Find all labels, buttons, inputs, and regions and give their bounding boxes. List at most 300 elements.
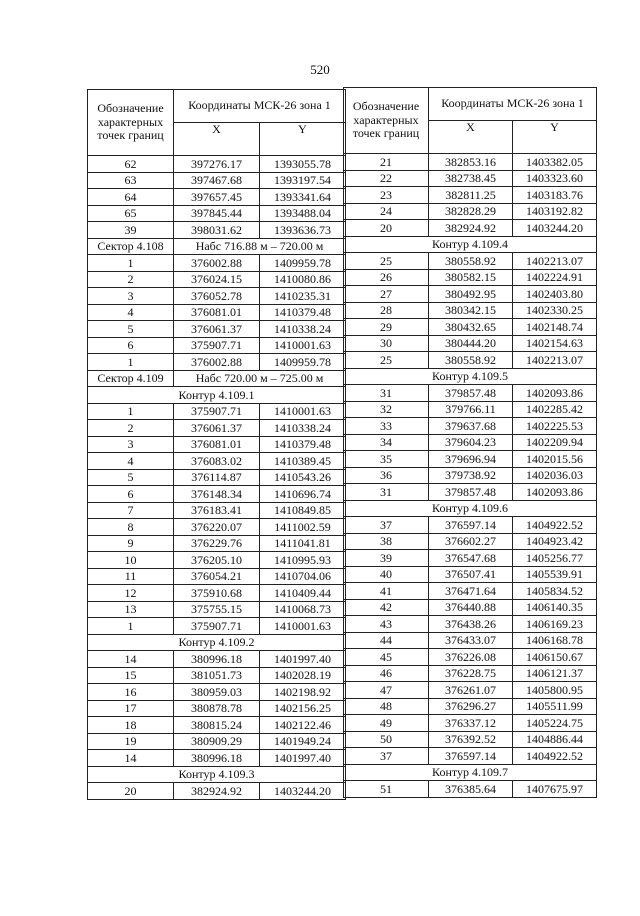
x-coordinate: 398031.62 [174, 222, 260, 239]
point-id: 31 [344, 484, 429, 501]
x-coordinate: 376081.01 [174, 304, 260, 321]
point-id: 63 [88, 172, 174, 189]
contour-header-row [344, 236, 597, 253]
x-coordinate: 380444.20 [429, 335, 513, 352]
point-id: 37 [344, 517, 429, 534]
point-id: 14 [88, 651, 174, 668]
y-coordinate: 1410235.31 [260, 288, 346, 305]
table-row [88, 403, 346, 420]
table-row [344, 352, 597, 369]
y-coordinate: 1393488.04 [260, 205, 346, 222]
x-coordinate: 376183.41 [174, 502, 260, 519]
y-coordinate: 1403323.60 [513, 170, 597, 187]
table-row [88, 684, 346, 701]
x-coordinate: 381051.73 [174, 667, 260, 684]
y-coordinate: 1406168.78 [513, 632, 597, 649]
y-coordinate: 1402156.25 [260, 700, 346, 717]
x-coordinate: 397657.45 [174, 189, 260, 206]
x-coordinate: 379696.94 [429, 451, 513, 468]
y-coordinate: 1410001.63 [260, 337, 346, 354]
point-label-header: Обозначение характерных точек границ [88, 90, 174, 156]
x-coordinate: 376433.07 [429, 632, 513, 649]
coordinates-table-right [343, 87, 597, 798]
x-coordinate: 376602.27 [429, 533, 513, 550]
point-id: 42 [344, 599, 429, 616]
table-row [88, 783, 346, 800]
y-coordinate: 1410379.48 [260, 304, 346, 321]
x-coordinate: 376205.10 [174, 552, 260, 569]
table-row [88, 189, 346, 206]
point-id: 20 [344, 220, 429, 237]
x-coordinate: 380558.92 [429, 352, 513, 369]
contour-header-row [88, 387, 346, 404]
y-coordinate: 1401997.40 [260, 750, 346, 767]
x-coordinate: 379857.48 [429, 484, 513, 501]
y-coordinate: 1404923.42 [513, 533, 597, 550]
x-coordinate: 376440.88 [429, 599, 513, 616]
x-coordinate: 380959.03 [174, 684, 260, 701]
point-id: 33 [344, 418, 429, 435]
table-row [88, 585, 346, 602]
x-coordinate: 382924.92 [429, 220, 513, 237]
table-row [88, 651, 346, 668]
point-id: 5 [88, 469, 174, 486]
table-row [344, 467, 597, 484]
x-coordinate: 379738.92 [429, 467, 513, 484]
y-coordinate: 1410849.85 [260, 502, 346, 519]
point-id: 39 [344, 550, 429, 567]
x-coordinate: 376337.12 [429, 715, 513, 732]
y-coordinate: 1393636.73 [260, 222, 346, 239]
table-row [344, 632, 597, 649]
y-coordinate: 1410995.93 [260, 552, 346, 569]
table-row [344, 484, 597, 501]
y-coordinate: 1410338.24 [260, 420, 346, 437]
x-coordinate: 376597.14 [429, 517, 513, 534]
table-row [344, 517, 597, 534]
x-coordinate: 382828.29 [429, 203, 513, 220]
contour-header-row [88, 766, 346, 783]
y-coordinate: 1410001.63 [260, 618, 346, 635]
x-coordinate: 376061.37 [174, 420, 260, 437]
x-column-header: X [174, 123, 260, 156]
contour-label: Контур 4.109.4 [344, 236, 597, 253]
contour-header-row [344, 368, 597, 385]
point-id: 4 [88, 304, 174, 321]
coords-label-header: Координаты МСК-26 зона 1 [429, 88, 597, 121]
x-coordinate: 376054.21 [174, 568, 260, 585]
table-row [344, 385, 597, 402]
point-id: 45 [344, 649, 429, 666]
table-row [344, 665, 597, 682]
point-id: 19 [88, 733, 174, 750]
point-id: 44 [344, 632, 429, 649]
y-coordinate: 1393341.64 [260, 189, 346, 206]
x-coordinate: 376438.26 [429, 616, 513, 633]
y-coordinate: 1402403.80 [513, 286, 597, 303]
y-coordinate: 1406150.67 [513, 649, 597, 666]
table-row [88, 354, 346, 371]
sector-label: Сектор 4.108 [88, 238, 174, 255]
table-row [88, 205, 346, 222]
point-id: 16 [88, 684, 174, 701]
point-id: 21 [344, 154, 429, 171]
point-id: 1 [88, 255, 174, 272]
table-row [344, 781, 597, 798]
x-coordinate: 376597.14 [429, 748, 513, 765]
point-id: 6 [88, 337, 174, 354]
x-coordinate: 379604.23 [429, 434, 513, 451]
x-coordinate: 376385.64 [429, 781, 513, 798]
x-coordinate: 380909.29 [174, 733, 260, 750]
table-row [88, 750, 346, 767]
point-id: 62 [88, 156, 174, 173]
y-coordinate: 1406121.37 [513, 665, 597, 682]
table-row [344, 748, 597, 765]
y-coordinate: 1406169.23 [513, 616, 597, 633]
table-row [344, 335, 597, 352]
table-row [344, 319, 597, 336]
point-id: 28 [344, 302, 429, 319]
point-id: 47 [344, 682, 429, 699]
point-id: 48 [344, 698, 429, 715]
point-id: 23 [344, 187, 429, 204]
table-row [88, 469, 346, 486]
x-coordinate: 375907.71 [174, 337, 260, 354]
contour-label: Контур 4.109.2 [88, 634, 346, 651]
table-row [344, 286, 597, 303]
table-row [344, 649, 597, 666]
x-coordinate: 376148.34 [174, 486, 260, 503]
table-row [88, 519, 346, 536]
point-id: 20 [88, 783, 174, 800]
x-coordinate: 382738.45 [429, 170, 513, 187]
y-coordinate: 1402213.07 [513, 352, 597, 369]
y-coordinate: 1411002.59 [260, 519, 346, 536]
contour-label: Контур 4.109.7 [344, 764, 597, 781]
height-range: Набс 716.88 м – 720.00 м [174, 238, 346, 255]
point-id: 36 [344, 467, 429, 484]
y-coordinate: 1402224.91 [513, 269, 597, 286]
point-id: 29 [344, 319, 429, 336]
x-coordinate: 375907.71 [174, 618, 260, 635]
point-id: 4 [88, 453, 174, 470]
point-id: 26 [344, 269, 429, 286]
table-row [88, 568, 346, 585]
y-coordinate: 1410080.86 [260, 271, 346, 288]
y-coordinate: 1410068.73 [260, 601, 346, 618]
point-id: 51 [344, 781, 429, 798]
point-id: 25 [344, 352, 429, 369]
x-coordinate: 379857.48 [429, 385, 513, 402]
y-column-header: Y [513, 121, 597, 154]
y-coordinate: 1402015.56 [513, 451, 597, 468]
table-row [88, 271, 346, 288]
y-coordinate: 1402148.74 [513, 319, 597, 336]
table-row [88, 436, 346, 453]
table-row [88, 486, 346, 503]
point-id: 10 [88, 552, 174, 569]
x-coordinate: 382924.92 [174, 783, 260, 800]
x-coordinate: 376507.41 [429, 566, 513, 583]
y-coordinate: 1410543.26 [260, 469, 346, 486]
x-coordinate: 382811.25 [429, 187, 513, 204]
point-id: 14 [88, 750, 174, 767]
point-id: 25 [344, 253, 429, 270]
x-coordinate: 376471.64 [429, 583, 513, 600]
y-coordinate: 1401949.24 [260, 733, 346, 750]
point-id: 43 [344, 616, 429, 633]
y-coordinate: 1410696.74 [260, 486, 346, 503]
table-row [88, 337, 346, 354]
y-coordinate: 1403382.05 [513, 154, 597, 171]
y-coordinate: 1405834.52 [513, 583, 597, 600]
y-coordinate: 1409959.78 [260, 255, 346, 272]
point-id: 40 [344, 566, 429, 583]
y-coordinate: 1402028.19 [260, 667, 346, 684]
point-id: 35 [344, 451, 429, 468]
point-id: 8 [88, 519, 174, 536]
x-coordinate: 376024.15 [174, 271, 260, 288]
page-number: 520 [310, 62, 330, 77]
table-row [88, 700, 346, 717]
table-row [88, 420, 346, 437]
table-row [88, 288, 346, 305]
y-coordinate: 1405256.77 [513, 550, 597, 567]
x-coordinate: 380492.95 [429, 286, 513, 303]
table-row [88, 601, 346, 618]
point-id: 1 [88, 403, 174, 420]
x-coordinate: 380558.92 [429, 253, 513, 270]
point-id: 18 [88, 717, 174, 734]
x-coordinate: 376261.07 [429, 682, 513, 699]
x-coordinate: 379637.68 [429, 418, 513, 435]
y-coordinate: 1404922.52 [513, 517, 597, 534]
y-coordinate: 1402213.07 [513, 253, 597, 270]
y-coordinate: 1402093.86 [513, 385, 597, 402]
x-coordinate: 376002.88 [174, 255, 260, 272]
y-coordinate: 1404886.44 [513, 731, 597, 748]
point-id: 1 [88, 354, 174, 371]
point-id: 17 [88, 700, 174, 717]
table-row [344, 682, 597, 699]
y-coordinate: 1405539.91 [513, 566, 597, 583]
x-coordinate: 376228.75 [429, 665, 513, 682]
x-coordinate: 376296.27 [429, 698, 513, 715]
point-id: 3 [88, 288, 174, 305]
y-coordinate: 1402330.25 [513, 302, 597, 319]
point-id: 31 [344, 385, 429, 402]
y-coordinate: 1406140.35 [513, 599, 597, 616]
table-row [88, 502, 346, 519]
x-coordinate: 376547.68 [429, 550, 513, 567]
y-coordinate: 1403244.20 [260, 783, 346, 800]
y-coordinate: 1410389.45 [260, 453, 346, 470]
x-coordinate: 380996.18 [174, 750, 260, 767]
point-id: 2 [88, 271, 174, 288]
table-row [344, 170, 597, 187]
point-id: 22 [344, 170, 429, 187]
table-row [88, 717, 346, 734]
table-row [88, 321, 346, 338]
contour-label: Контур 4.109.1 [88, 387, 346, 404]
x-coordinate: 376061.37 [174, 321, 260, 338]
y-coordinate: 1404922.52 [513, 748, 597, 765]
x-coordinate: 376083.02 [174, 453, 260, 470]
table-row [344, 550, 597, 567]
height-range: Набс 720.00 м – 725.00 м [174, 370, 346, 387]
table-row [88, 156, 346, 173]
y-coordinate: 1409959.78 [260, 354, 346, 371]
x-coordinate: 376220.07 [174, 519, 260, 536]
y-coordinate: 1401997.40 [260, 651, 346, 668]
point-id: 32 [344, 401, 429, 418]
x-column-header: X [429, 121, 513, 154]
y-coordinate: 1405511.99 [513, 698, 597, 715]
x-coordinate: 397276.17 [174, 156, 260, 173]
contour-label: Контур 4.109.3 [88, 766, 346, 783]
y-coordinate: 1405800.95 [513, 682, 597, 699]
table-row [88, 222, 346, 239]
x-coordinate: 380342.15 [429, 302, 513, 319]
y-column-header: Y [260, 123, 346, 156]
table-row [88, 667, 346, 684]
point-id: 64 [88, 189, 174, 206]
point-id: 50 [344, 731, 429, 748]
contour-header-row [344, 500, 597, 517]
point-id: 12 [88, 585, 174, 602]
y-coordinate: 1410409.44 [260, 585, 346, 602]
table-row [344, 154, 597, 171]
y-coordinate: 1403244.20 [513, 220, 597, 237]
y-coordinate: 1410001.63 [260, 403, 346, 420]
table-row [344, 220, 597, 237]
point-id: 1 [88, 618, 174, 635]
y-coordinate: 1393055.78 [260, 156, 346, 173]
table-row [344, 434, 597, 451]
y-coordinate: 1402036.03 [513, 467, 597, 484]
contour-label: Контур 4.109.6 [344, 500, 597, 517]
x-coordinate: 380878.78 [174, 700, 260, 717]
coordinates-table-left [87, 89, 346, 800]
table-row [88, 733, 346, 750]
table-row [344, 253, 597, 270]
table-row [344, 715, 597, 732]
point-id: 27 [344, 286, 429, 303]
y-coordinate: 1403192.82 [513, 203, 597, 220]
table-row [344, 533, 597, 550]
x-coordinate: 376002.88 [174, 354, 260, 371]
point-id: 41 [344, 583, 429, 600]
table-row [88, 552, 346, 569]
table-row [344, 187, 597, 204]
x-coordinate: 380996.18 [174, 651, 260, 668]
x-coordinate: 376081.01 [174, 436, 260, 453]
point-id: 30 [344, 335, 429, 352]
point-id: 15 [88, 667, 174, 684]
y-coordinate: 1410704.06 [260, 568, 346, 585]
table-row [344, 401, 597, 418]
y-coordinate: 1402225.53 [513, 418, 597, 435]
table-row [344, 599, 597, 616]
table-row [88, 618, 346, 635]
y-coordinate: 1407675.97 [513, 781, 597, 798]
x-coordinate: 375907.71 [174, 403, 260, 420]
y-coordinate: 1402209.94 [513, 434, 597, 451]
y-coordinate: 1411041.81 [260, 535, 346, 552]
table-row [344, 616, 597, 633]
x-coordinate: 380815.24 [174, 717, 260, 734]
y-coordinate: 1402198.92 [260, 684, 346, 701]
point-id: 34 [344, 434, 429, 451]
table-row [344, 698, 597, 715]
point-id: 5 [88, 321, 174, 338]
y-coordinate: 1393197.54 [260, 172, 346, 189]
table-row [344, 418, 597, 435]
contour-label: Контур 4.109.5 [344, 368, 597, 385]
sector-label: Сектор 4.109 [88, 370, 174, 387]
point-id: 49 [344, 715, 429, 732]
point-id: 46 [344, 665, 429, 682]
table-row [88, 238, 346, 255]
point-id: 2 [88, 420, 174, 437]
point-id: 9 [88, 535, 174, 552]
table-row [344, 269, 597, 286]
point-id: 13 [88, 601, 174, 618]
point-id: 3 [88, 436, 174, 453]
table-row [88, 172, 346, 189]
x-coordinate: 380582.15 [429, 269, 513, 286]
x-coordinate: 379766.11 [429, 401, 513, 418]
x-coordinate: 397845.44 [174, 205, 260, 222]
table-row [88, 255, 346, 272]
x-coordinate: 375755.15 [174, 601, 260, 618]
y-coordinate: 1403183.76 [513, 187, 597, 204]
point-id: 38 [344, 533, 429, 550]
x-coordinate: 376114.87 [174, 469, 260, 486]
x-coordinate: 376229.76 [174, 535, 260, 552]
y-coordinate: 1402285.42 [513, 401, 597, 418]
table-row [344, 302, 597, 319]
point-id: 65 [88, 205, 174, 222]
table-row [88, 453, 346, 470]
table-row [88, 304, 346, 321]
x-coordinate: 397467.68 [174, 172, 260, 189]
table-row [88, 370, 346, 387]
table-row [344, 566, 597, 583]
contour-header-row [88, 634, 346, 651]
point-id: 37 [344, 748, 429, 765]
point-id: 11 [88, 568, 174, 585]
x-coordinate: 380432.65 [429, 319, 513, 336]
y-coordinate: 1402122.46 [260, 717, 346, 734]
y-coordinate: 1402093.86 [513, 484, 597, 501]
table-row [344, 203, 597, 220]
x-coordinate: 376052.78 [174, 288, 260, 305]
y-coordinate: 1402154.63 [513, 335, 597, 352]
table-row [344, 731, 597, 748]
point-label-header: Обозначение характерных точек границ [344, 88, 429, 154]
y-coordinate: 1410379.48 [260, 436, 346, 453]
x-coordinate: 376226.08 [429, 649, 513, 666]
x-coordinate: 376392.52 [429, 731, 513, 748]
point-id: 6 [88, 486, 174, 503]
table-row [344, 451, 597, 468]
y-coordinate: 1410338.24 [260, 321, 346, 338]
table-row [344, 583, 597, 600]
point-id: 39 [88, 222, 174, 239]
point-id: 24 [344, 203, 429, 220]
